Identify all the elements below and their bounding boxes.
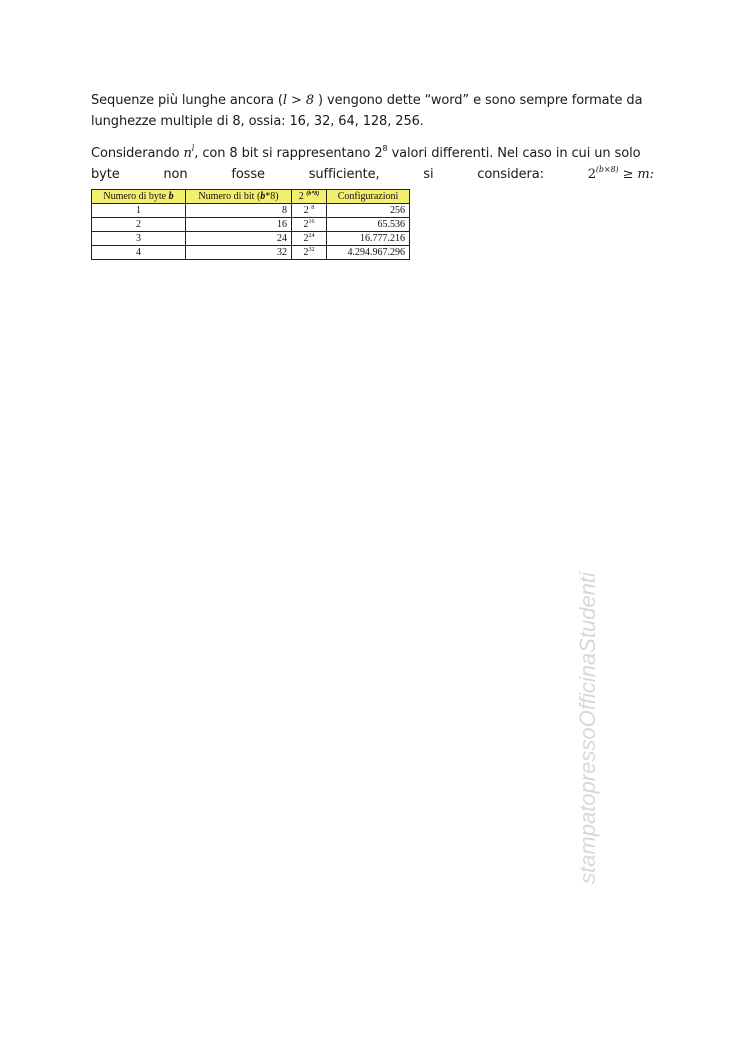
cell-bytes: 1 xyxy=(92,204,186,218)
cell-bytes: 4 xyxy=(92,246,186,260)
word: si xyxy=(423,167,434,182)
table-row xyxy=(92,246,410,260)
paragraph-line xyxy=(91,143,654,164)
cell-bytes: 2 xyxy=(92,218,186,232)
word: sufficiente, xyxy=(308,167,380,182)
header-power: 2 $^{(b*8)}$ xyxy=(292,190,327,204)
cell-bits: 24 xyxy=(186,232,292,246)
table-row xyxy=(92,232,410,246)
cell-bytes: 3 xyxy=(92,232,186,246)
table-header-row xyxy=(92,190,410,204)
cell-configurations: 16.777.216 xyxy=(327,232,410,246)
cell-power: $2^{24}$ xyxy=(292,232,327,246)
watermark-text: stampatopressoOfficinaStudenti xyxy=(575,572,600,884)
table-row xyxy=(92,218,410,232)
header-configurations: Configurazioni xyxy=(327,190,410,204)
header-bits: Numero di bit (b*8) xyxy=(186,190,292,204)
cell-configurations: 65.536 xyxy=(327,218,410,232)
cell-bits: 32 xyxy=(186,246,292,260)
text-fragment: ) vengono dette “word” e sono sempre formate da xyxy=(314,93,643,108)
math-base: n xyxy=(183,146,192,161)
paragraph-line: lunghezze multiple di 8, ossia: 16, 32, 64, 128, 256. xyxy=(91,114,424,129)
text-fragment: valori differenti. Nel caso in cui un solo xyxy=(387,146,641,161)
word: fosse xyxy=(231,167,265,182)
math-inequality: l > 8 xyxy=(282,93,314,108)
cell-bits: 8 xyxy=(186,204,292,218)
header-bytes: Numero di byte b xyxy=(92,190,186,204)
table-row xyxy=(92,204,410,218)
formula xyxy=(588,164,654,185)
paragraph-bit-values xyxy=(91,143,654,185)
cell-configurations: 256 xyxy=(327,204,410,218)
formula-rest: ≥ m: xyxy=(618,167,654,182)
text-fragment: Sequenze più lunghe ancora ( xyxy=(91,93,283,108)
cell-power: 2 $^8$ xyxy=(292,204,327,218)
cell-configurations: 4.294.967.296 xyxy=(327,246,410,260)
word: non xyxy=(163,167,188,182)
power-exponent: 8 xyxy=(382,144,388,153)
paragraph-line xyxy=(91,90,654,111)
bytes-configurations-table xyxy=(91,189,410,260)
formula-base: 2 xyxy=(587,167,596,182)
text-fragment: , con 8 bit si rappresentano 2 xyxy=(194,146,383,161)
formula-exponent: (b×8) xyxy=(595,165,619,174)
word: byte xyxy=(91,167,120,182)
cell-power: $2^{16}$ xyxy=(292,218,327,232)
word: considera: xyxy=(477,167,544,182)
math-exponent: l xyxy=(191,144,195,153)
cell-bits: 16 xyxy=(186,218,292,232)
paragraph-word-sequences xyxy=(91,90,654,132)
paragraph-line-justified xyxy=(91,164,654,185)
cell-power: $2^{32}$ xyxy=(292,246,327,260)
text-fragment: Considerando xyxy=(91,146,184,161)
